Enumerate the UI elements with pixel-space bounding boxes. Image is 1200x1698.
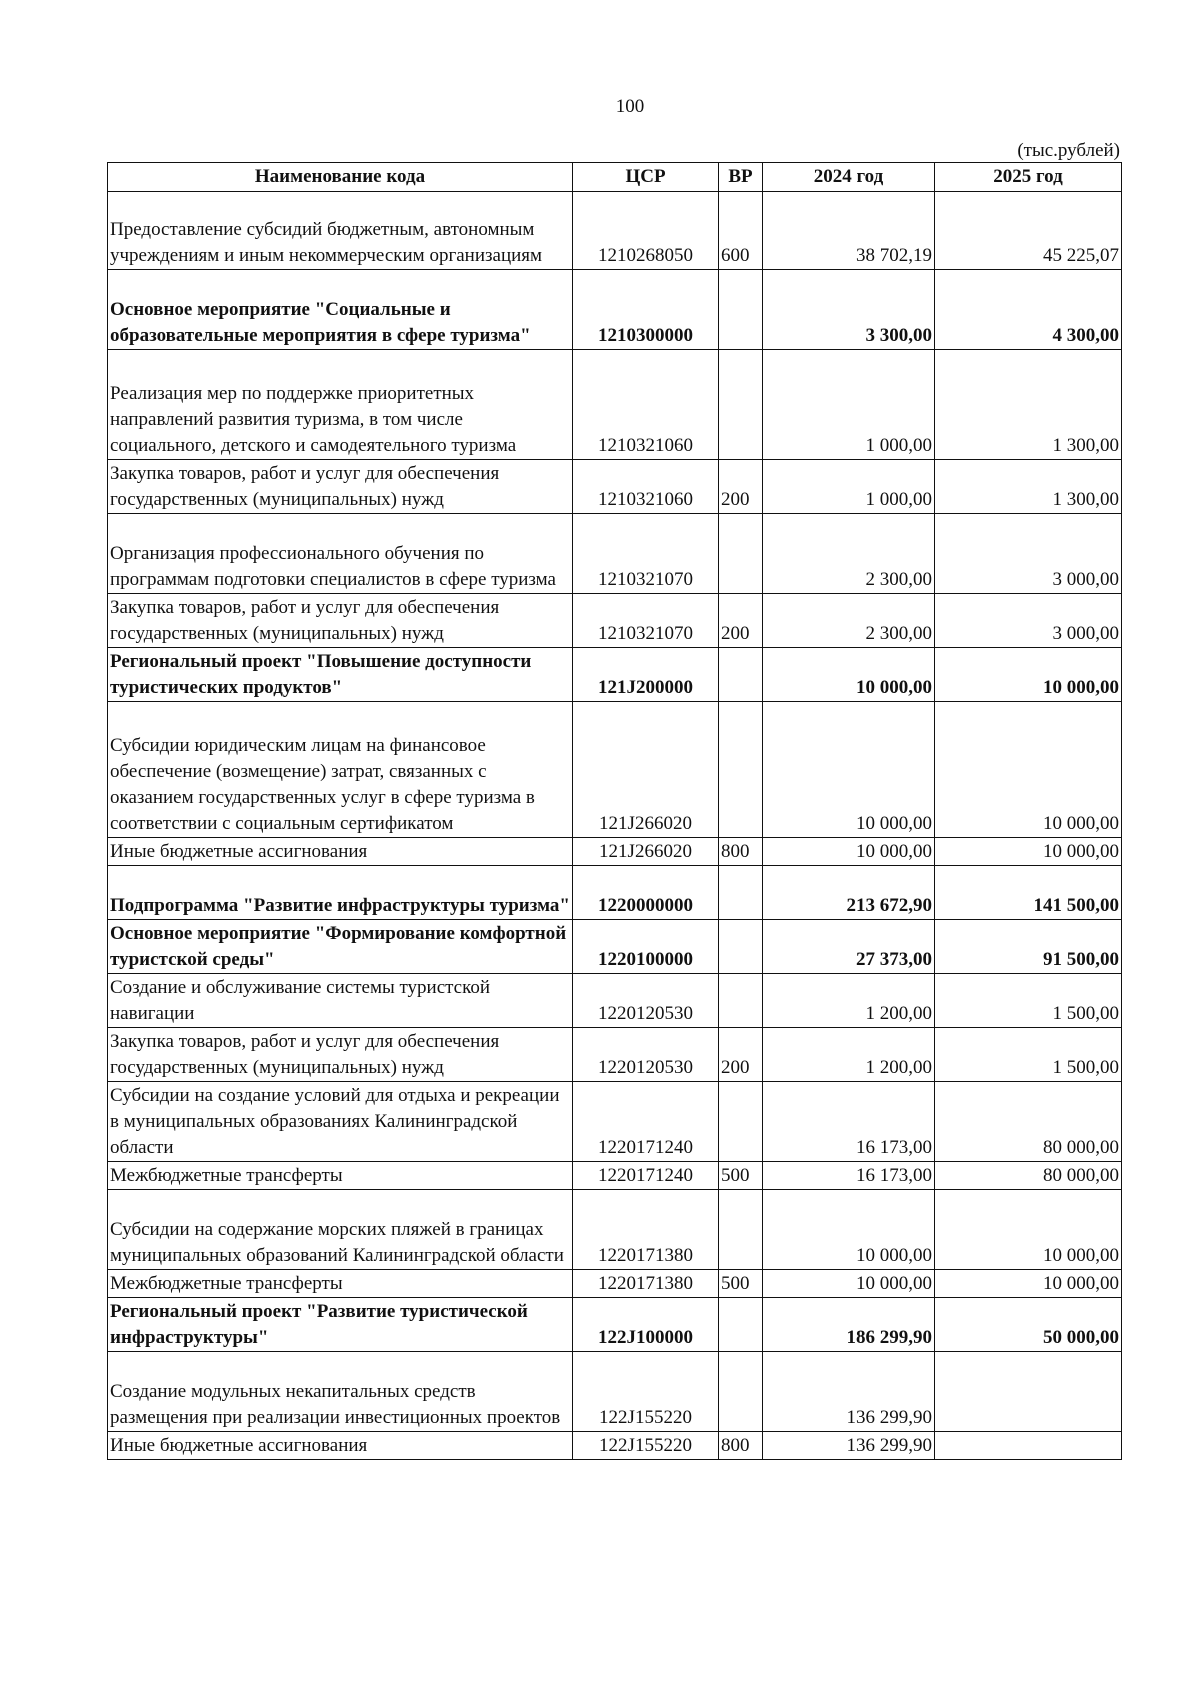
cell-vr (719, 920, 763, 974)
table-row (108, 1190, 1122, 1270)
cell-2025: 1 300,00 (935, 350, 1122, 460)
cell-vr (719, 514, 763, 594)
cell-2025: 10 000,00 (935, 648, 1122, 702)
cell-csr: 121J266020 (573, 838, 719, 866)
table-row (108, 1432, 1122, 1460)
cell-vr (719, 648, 763, 702)
table-row (108, 1352, 1122, 1432)
header-name: Наименование кода (108, 163, 573, 192)
cell-csr: 1220171380 (573, 1190, 719, 1270)
cell-csr: 1220000000 (573, 866, 719, 920)
cell-2025: 45 225,07 (935, 192, 1122, 270)
cell-csr: 1210321070 (573, 514, 719, 594)
table-row (108, 594, 1122, 648)
table-row (108, 1028, 1122, 1082)
cell-name: Подпрограмма "Развитие инфраструктуры туризма" (108, 866, 573, 920)
cell-name: Закупка товаров, работ и услуг для обеспечения государственных (муниципальных) нужд (108, 1028, 573, 1082)
cell-name: Субсидии юридическим лицам на финансовое обеспечение (возмещение) затрат, связанных с оказанием государственных услуг в сфере туризма в соответствии с социальным сертификатом (108, 702, 573, 838)
cell-vr: 500 (719, 1162, 763, 1190)
table-header-row (108, 163, 1122, 192)
cell-name: Организация профессионального обучения по программам подготовки специалистов в сфере туризма (108, 514, 573, 594)
cell-vr: 500 (719, 1270, 763, 1298)
cell-vr: 200 (719, 460, 763, 514)
table-row (108, 460, 1122, 514)
cell-2024: 16 173,00 (763, 1082, 935, 1162)
cell-csr: 121J266020 (573, 702, 719, 838)
cell-csr: 1220171240 (573, 1162, 719, 1190)
cell-2025: 10 000,00 (935, 702, 1122, 838)
cell-2025: 80 000,00 (935, 1162, 1122, 1190)
cell-vr: 200 (719, 594, 763, 648)
table-row (108, 270, 1122, 350)
table-row (108, 514, 1122, 594)
cell-name: Закупка товаров, работ и услуг для обеспечения государственных (муниципальных) нужд (108, 460, 573, 514)
cell-name: Основное мероприятие "Социальные и образовательные мероприятия в сфере туризма" (108, 270, 573, 350)
cell-name: Региональный проект "Повышение доступности туристических продуктов" (108, 648, 573, 702)
cell-csr: 1220120530 (573, 1028, 719, 1082)
cell-2024: 136 299,90 (763, 1352, 935, 1432)
cell-vr (719, 1082, 763, 1162)
cell-csr: 122J155220 (573, 1352, 719, 1432)
cell-name: Создание и обслуживание системы туристской навигации (108, 974, 573, 1028)
cell-2025: 10 000,00 (935, 1190, 1122, 1270)
cell-2025: 80 000,00 (935, 1082, 1122, 1162)
cell-2025 (935, 1352, 1122, 1432)
cell-2025: 91 500,00 (935, 920, 1122, 974)
cell-2025: 10 000,00 (935, 1270, 1122, 1298)
cell-2025: 141 500,00 (935, 866, 1122, 920)
cell-2024: 16 173,00 (763, 1162, 935, 1190)
cell-csr: 122J100000 (573, 1298, 719, 1352)
cell-2025: 1 300,00 (935, 460, 1122, 514)
cell-csr: 1220171380 (573, 1270, 719, 1298)
table-row (108, 192, 1122, 270)
cell-vr (719, 270, 763, 350)
cell-vr: 800 (719, 838, 763, 866)
cell-name: Межбюджетные трансферты (108, 1270, 573, 1298)
cell-2024: 1 200,00 (763, 974, 935, 1028)
cell-2024: 1 000,00 (763, 460, 935, 514)
cell-name: Иные бюджетные ассигнования (108, 838, 573, 866)
header-csr: ЦСР (573, 163, 719, 192)
cell-csr: 1210321060 (573, 350, 719, 460)
cell-csr: 1210321070 (573, 594, 719, 648)
table-row (108, 974, 1122, 1028)
cell-2025 (935, 1432, 1122, 1460)
cell-csr: 1220120530 (573, 974, 719, 1028)
cell-name: Межбюджетные трансферты (108, 1162, 573, 1190)
cell-2025: 1 500,00 (935, 974, 1122, 1028)
cell-2024: 10 000,00 (763, 702, 935, 838)
cell-vr (719, 866, 763, 920)
cell-vr: 800 (719, 1432, 763, 1460)
table-row (108, 866, 1122, 920)
cell-name: Основное мероприятие "Формирование комфортной туристской среды" (108, 920, 573, 974)
cell-2024: 1 200,00 (763, 1028, 935, 1082)
cell-2024: 27 373,00 (763, 920, 935, 974)
table-row (108, 1082, 1122, 1162)
header-vr: ВР (719, 163, 763, 192)
cell-name: Создание модульных некапитальных средств размещения при реализации инвестиционных проектов (108, 1352, 573, 1432)
table-row (108, 920, 1122, 974)
budget-table (107, 162, 1122, 1460)
cell-vr: 600 (719, 192, 763, 270)
cell-csr: 1210268050 (573, 192, 719, 270)
cell-2024: 2 300,00 (763, 514, 935, 594)
cell-2024: 2 300,00 (763, 594, 935, 648)
cell-name: Региональный проект "Развитие туристической инфраструктуры" (108, 1298, 573, 1352)
cell-name: Субсидии на содержание морских пляжей в границах муниципальных образований Калининградской области (108, 1190, 573, 1270)
cell-vr: 200 (719, 1028, 763, 1082)
table-row (108, 1270, 1122, 1298)
table-row (108, 648, 1122, 702)
cell-vr (719, 974, 763, 1028)
cell-csr: 1220100000 (573, 920, 719, 974)
cell-vr (719, 1298, 763, 1352)
table-row (108, 702, 1122, 838)
cell-2025: 50 000,00 (935, 1298, 1122, 1352)
cell-name: Предоставление субсидий бюджетным, автономным учреждениям и иным некоммерческим организациям (108, 192, 573, 270)
cell-vr (719, 1352, 763, 1432)
cell-2025: 10 000,00 (935, 838, 1122, 866)
cell-2025: 3 000,00 (935, 514, 1122, 594)
cell-2025: 4 300,00 (935, 270, 1122, 350)
cell-2025: 1 500,00 (935, 1028, 1122, 1082)
cell-name: Субсидии на создание условий для отдыха и рекреации в муниципальных образованиях Калининградской области (108, 1082, 573, 1162)
cell-2024: 10 000,00 (763, 1190, 935, 1270)
cell-vr (719, 702, 763, 838)
header-2025: 2025 год (935, 163, 1122, 192)
cell-name: Закупка товаров, работ и услуг для обеспечения государственных (муниципальных) нужд (108, 594, 573, 648)
cell-2024: 10 000,00 (763, 838, 935, 866)
cell-2025: 3 000,00 (935, 594, 1122, 648)
cell-vr (719, 1190, 763, 1270)
cell-2024: 186 299,90 (763, 1298, 935, 1352)
cell-name: Иные бюджетные ассигнования (108, 1432, 573, 1460)
cell-2024: 10 000,00 (763, 1270, 935, 1298)
table-row (108, 1162, 1122, 1190)
table-row (108, 350, 1122, 460)
units-label: (тыс.рублей) (1017, 140, 1120, 161)
cell-csr: 1220171240 (573, 1082, 719, 1162)
cell-csr: 122J155220 (573, 1432, 719, 1460)
page-number: 100 (615, 96, 645, 117)
cell-csr: 1210300000 (573, 270, 719, 350)
header-2024: 2024 год (763, 163, 935, 192)
table-row (108, 838, 1122, 866)
cell-2024: 1 000,00 (763, 350, 935, 460)
cell-2024: 213 672,90 (763, 866, 935, 920)
cell-2024: 38 702,19 (763, 192, 935, 270)
cell-2024: 10 000,00 (763, 648, 935, 702)
table-row (108, 1298, 1122, 1352)
cell-csr: 1210321060 (573, 460, 719, 514)
cell-vr (719, 350, 763, 460)
cell-2024: 3 300,00 (763, 270, 935, 350)
cell-name: Реализация мер по поддержке приоритетных направлений развития туризма, в том числе социального, детского и самодеятельного туризма (108, 350, 573, 460)
cell-csr: 121J200000 (573, 648, 719, 702)
cell-2024: 136 299,90 (763, 1432, 935, 1460)
